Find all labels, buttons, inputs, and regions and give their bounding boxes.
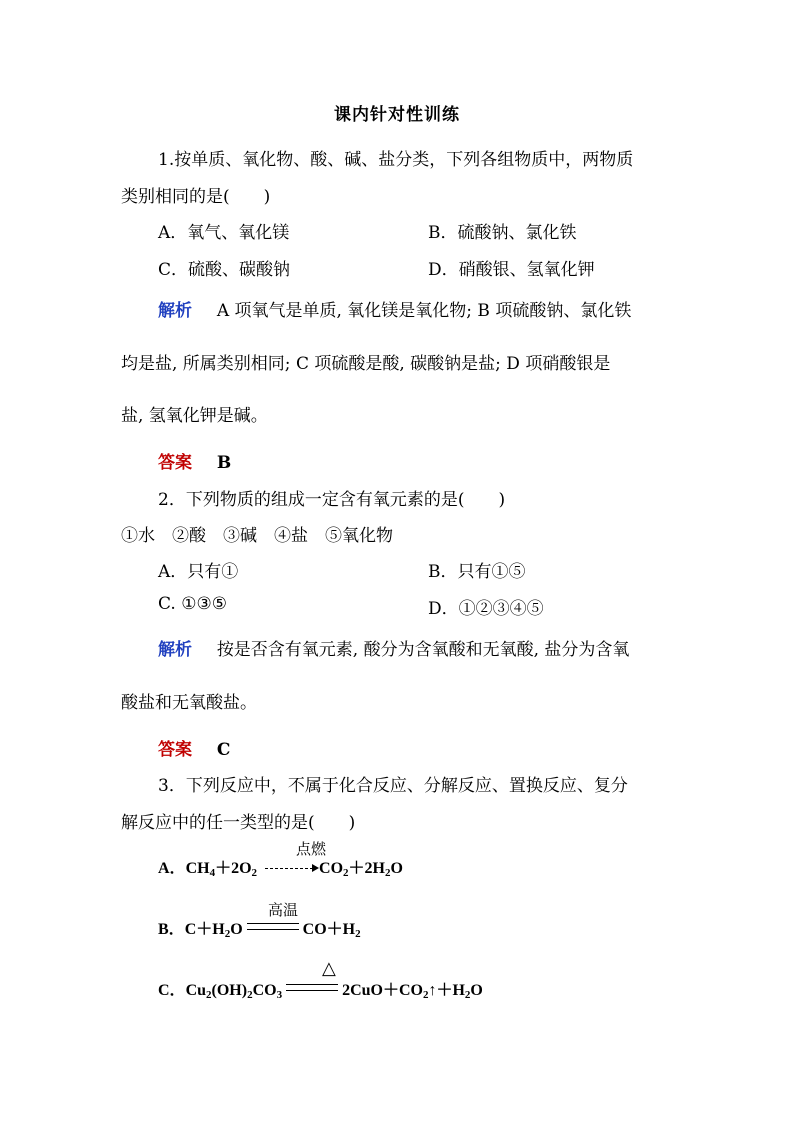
q3-stem-line2: 解反应中的任一类型的是( )	[121, 813, 356, 833]
q3-option-c-lhs: $Cu_2(OH)_2CO_3$	[185, 982, 283, 1001]
q3-stem-line1: 3．下列反应中，不属于化合反应、分解反应、置换反应、复分	[158, 776, 628, 796]
q2-analysis-label: 解析	[158, 640, 192, 660]
equals-sign	[286, 984, 338, 991]
q2-answer-label: 答案	[158, 740, 192, 760]
q1-analysis-line1: A 项氧气是单质, 氧化镁是氧化物; B 项硫酸钠、氯化铁	[216, 301, 632, 321]
q2-stem: 2．下列物质的组成一定含有氧元素的是( )	[158, 490, 506, 510]
q2-option-b: B．只有①⑤	[428, 562, 526, 582]
q1-option-d: D．硝酸银、氢氧化钾	[428, 260, 595, 280]
q3-option-c	[158, 977, 483, 1001]
q2-analysis	[158, 635, 629, 660]
page-title: 课内针对性训练	[334, 105, 460, 125]
q2-option-c: C. ①③⑤	[158, 594, 227, 614]
q1-analysis-line2: 均是盐, 所属类别相同; C 项硫酸是酸, 碳酸钠是盐; D 项硝酸银是	[121, 354, 611, 374]
q1-answer-value: B	[216, 453, 232, 473]
q3-option-c-label: C．	[158, 982, 186, 999]
q2-analysis-line1: 按是否含有氧元素, 酸分为含氧酸和无氧酸, 盐分为含氧	[216, 640, 630, 660]
q1-analysis	[158, 296, 631, 321]
q2-items: ①水 ②酸 ③碱 ④盐 ⑤氧化物	[121, 526, 393, 546]
q2-option-a: A．只有①	[158, 562, 239, 582]
q2-answer-value: C	[216, 740, 231, 760]
q3-option-a-rhs: $CO_2+2H_2O$	[319, 860, 403, 879]
q3-option-b-condition: 高温	[268, 901, 299, 919]
q3-option-b	[158, 916, 361, 940]
q2-answer	[158, 735, 230, 760]
equals-sign	[247, 923, 299, 930]
q3-option-b-rhs: $CO+H_2$	[302, 921, 361, 940]
q3-option-a-lhs: $CH_4+2O_2$	[185, 860, 258, 879]
reaction-arrow	[265, 868, 313, 869]
q1-analysis-label: 解析	[158, 301, 192, 321]
q3-option-c-condition: △	[322, 958, 336, 979]
q1-analysis-line3: 盐, 氢氧化钾是碱。	[121, 406, 268, 426]
q1-option-a: A．氧气、氧化镁	[158, 223, 290, 243]
q1-answer	[158, 448, 231, 473]
q3-option-c-rhs: $2CuO+CO_2↑+H_2O$	[342, 982, 483, 1001]
q1-answer-label: 答案	[158, 453, 192, 473]
q1-option-c: C．硫酸、碳酸钠	[158, 260, 291, 280]
q1-stem-line1: 1.按单质、氧化物、酸、碱、盐分类，下列各组物质中，两物质	[158, 150, 634, 170]
q3-option-b-lhs: $C+H_2O$	[184, 921, 243, 940]
q2-option-d: D．①②③④⑤	[428, 599, 544, 619]
q3-option-b-label: B．	[158, 921, 185, 938]
q3-option-a-label: A．	[158, 860, 186, 877]
q1-stem-line2: 类别相同的是( )	[121, 187, 271, 207]
q3-option-a-condition: 点燃	[296, 840, 327, 858]
q1-option-b: B．硫酸钠、氯化铁	[428, 223, 577, 243]
q3-option-a	[158, 855, 403, 879]
q2-analysis-line2: 酸盐和无氧酸盐。	[121, 693, 257, 713]
